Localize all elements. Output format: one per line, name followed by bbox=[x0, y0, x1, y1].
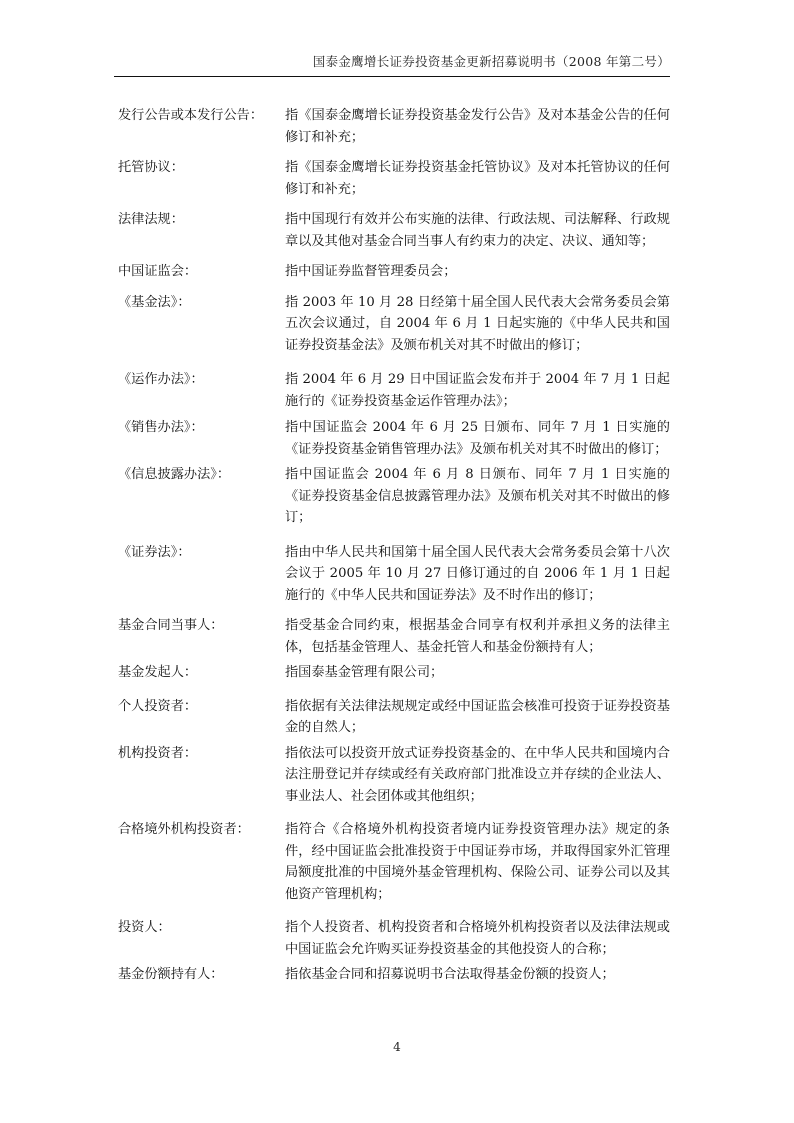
header-title: 国泰金鹰增长证券投资基金更新招募说明书（2008 年第二号） bbox=[312, 54, 670, 69]
definition-item bbox=[118, 615, 670, 658]
definition-desc: 指中国现行有效并公布实施的法律、行政法规、司法解释、行政规章以及其他对基金合同当事人有约束力的决定、决议、通知等； bbox=[285, 212, 670, 249]
definition-item bbox=[118, 209, 670, 252]
definition-term: 基金发起人： bbox=[118, 665, 198, 680]
definition-item bbox=[118, 819, 670, 905]
definition-desc: 指依法可以投资开放式证券投资基金的、在中华人民共和国境内合法注册登记并存续或经有关政府部门批准设立并存续的企业法人、事业法人、社会团体或其他组织； bbox=[285, 745, 670, 804]
definition-term: 《销售办法》： bbox=[118, 420, 204, 435]
definition-desc: 指 2003 年 10 月 28 日经第十届全国人民代表大会常务委员会第五次会议通过，自 2004 年 6 月 1 日起实施的《中华人民共和国证券投资基金法》及颁布机关对其不时做出的修订； bbox=[285, 294, 670, 353]
definition-item bbox=[118, 157, 670, 200]
definition-item bbox=[118, 369, 670, 412]
definition-term: 基金份额持有人： bbox=[118, 967, 224, 982]
definition-desc: 指《国泰金鹰增长证券投资基金托管协议》及对本托管协议的任何修订和补充； bbox=[285, 160, 670, 197]
definition-item bbox=[118, 261, 670, 283]
definition-item bbox=[118, 696, 670, 739]
definition-term: 法律法规： bbox=[118, 212, 184, 227]
definition-item bbox=[118, 417, 670, 460]
definition-term: 个人投资者： bbox=[118, 698, 198, 714]
definition-item bbox=[118, 964, 670, 986]
definition-item bbox=[118, 542, 670, 607]
definition-term: 中国证监会： bbox=[118, 264, 198, 279]
definition-desc: 指 2004 年 6 月 29 日中国证监会发布并于 2004 年 7 月 1 日起施行的《证券投资基金运作管理办法》； bbox=[285, 372, 670, 409]
definition-item bbox=[118, 662, 670, 684]
definition-term: 合格境外机构投资者： bbox=[118, 822, 250, 837]
definition-desc: 指依基金合同和招募说明书合法取得基金份额的投资人； bbox=[285, 967, 615, 982]
definition-desc: 指中国证监会 2004 年 6 月 8 日颁布、同年 7 月 1 日实施的《证券投资基金信息披露管理办法》及颁布机关对其不时做出的修订； bbox=[285, 467, 670, 525]
definition-desc: 指依据有关法律法规规定或经中国证监会核准可投资于证券投资基金的自然人； bbox=[285, 698, 670, 735]
definition-term: 投资人： bbox=[118, 920, 171, 935]
definition-item bbox=[118, 743, 670, 808]
definition-item bbox=[118, 917, 670, 960]
definition-term: 《运作办法》： bbox=[118, 372, 204, 387]
definition-desc: 指《国泰金鹰增长证券投资基金发行公告》及对本基金公告的任何修订和补充； bbox=[285, 108, 670, 145]
page-header bbox=[114, 52, 670, 77]
definition-term: 《证券法》： bbox=[118, 544, 191, 560]
definition-item bbox=[118, 464, 670, 529]
definition-item bbox=[118, 105, 670, 148]
definition-term: 《信息披露办法》： bbox=[118, 467, 231, 482]
definition-desc: 指个人投资者、机构投资者和合格境外机构投资者以及法律法规或中国证监会允许购买证券投资基金的其他投资人的合称； bbox=[285, 920, 670, 957]
definition-item bbox=[118, 292, 670, 357]
definition-desc: 指国泰基金管理有限公司； bbox=[285, 665, 444, 680]
definition-desc: 指受基金合同约束，根据基金合同享有权利并承担义务的法律主体，包括基金管理人、基金托管人和基金份额持有人； bbox=[285, 618, 670, 655]
definition-term: 机构投资者： bbox=[118, 745, 198, 761]
definition-desc: 指符合《合格境外机构投资者境内证券投资管理办法》规定的条件，经中国证监会批准投资于中国证券市场，并取得国家外汇管理局额度批准的中国境外基金管理机构、保险公司、证券公司以及其他资产管理机构； bbox=[285, 822, 670, 902]
definition-desc: 指由中华人民共和国第十届全国人民代表大会常务委员会第十八次会议于 2005 年 10 月 27 日修订通过的自 2006 年 1 月 1 日起施行的《中华人民共和国证券法》及不时作出的修订； bbox=[285, 544, 670, 603]
definition-term: 基金合同当事人： bbox=[118, 618, 224, 633]
page-number: 4 bbox=[393, 1040, 401, 1054]
definition-term: 发行公告或本发行公告： bbox=[118, 108, 264, 123]
definitions-list bbox=[118, 105, 670, 986]
definition-desc: 指中国证券监督管理委员会； bbox=[285, 264, 457, 279]
definition-term: 《基金法》： bbox=[118, 294, 191, 310]
definition-term: 托管协议： bbox=[118, 160, 184, 175]
definition-desc: 指中国证监会 2004 年 6 月 25 日颁布、同年 7 月 1 日实施的《证券投资基金销售管理办法》及颁布机关对其不时做出的修订； bbox=[285, 420, 670, 457]
